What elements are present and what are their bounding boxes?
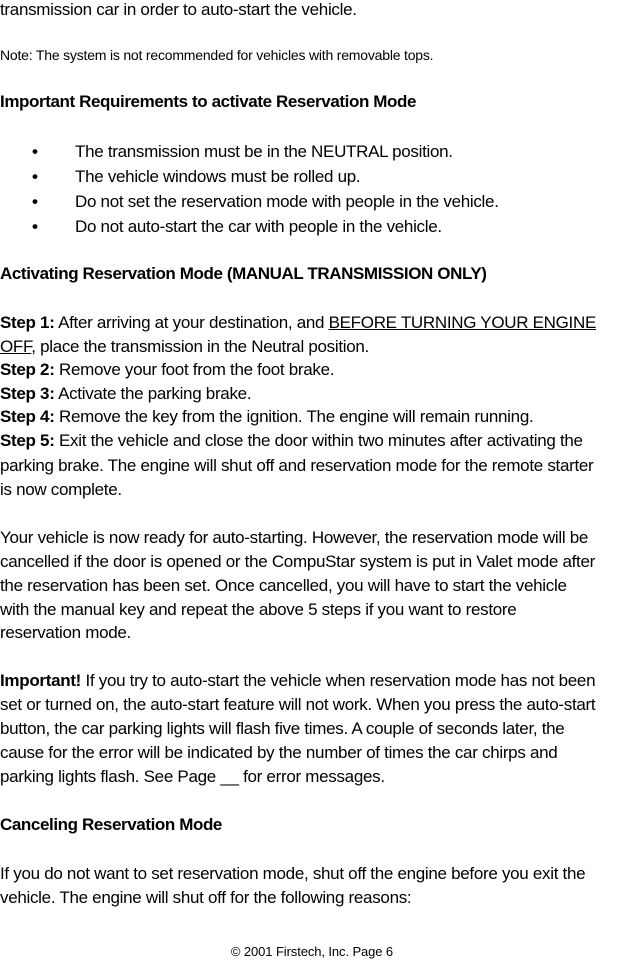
step-4-label: Step 4:: [0, 407, 55, 426]
canceling-heading: Canceling Reservation Mode: [0, 815, 222, 834]
step-1-emphasis: BEFORE TURNING YOUR ENGINE: [328, 313, 596, 332]
important-paragraph-line: parking lights flash. See Page __ for error messages.: [0, 767, 385, 786]
ready-paragraph-line: with the manual key and repeat the above 5 steps if you want to restore: [0, 600, 517, 619]
step-5-label: Step 5:: [0, 431, 55, 450]
step-1-text: After arriving at your destination, and: [54, 313, 329, 332]
requirement-text: The transmission must be in the NEUTRAL position.: [75, 142, 453, 161]
step-3-label: Step 3:: [0, 384, 55, 403]
bullet-icon: •: [32, 167, 38, 186]
step-5-text: Exit the vehicle and close the door within two minutes after activating the: [54, 431, 583, 450]
requirement-text: The vehicle windows must be rolled up.: [75, 167, 361, 186]
ready-paragraph-line: reservation mode.: [0, 623, 131, 642]
requirements-heading: Important Requirements to activate Reservation Mode: [0, 92, 417, 111]
step-5-line-end: is now complete.: [0, 480, 122, 499]
step-5-line-continued: parking brake. The engine will shut off and reservation mode for the remote starter: [0, 456, 594, 475]
step-5-line: [0, 430, 583, 452]
step-2-text: Remove your foot from the foot brake.: [54, 360, 335, 379]
page-footer: © 2001 Firstech, Inc. Page 6: [230, 944, 394, 959]
important-paragraph-line: button, the car parking lights will flash five times. A couple of seconds later, the: [0, 719, 565, 738]
bullet-icon: •: [32, 142, 38, 161]
step-2-label: Step 2:: [0, 360, 55, 379]
step-4-line: [0, 406, 533, 428]
step-3-text: Activate the parking brake.: [54, 384, 252, 403]
intro-line: transmission car in order to auto-start the vehicle.: [0, 0, 357, 19]
requirement-text: Do not set the reservation mode with people in the vehicle.: [75, 192, 499, 211]
important-paragraph-line: cause for the error will be indicated by the number of times the car chirps and: [0, 743, 558, 762]
activating-heading: Activating Reservation Mode (MANUAL TRANSMISSION ONLY): [0, 264, 487, 283]
important-text: If you try to auto-start the vehicle when reservation mode has not been: [81, 671, 596, 690]
step-1-emphasis-end: OFF: [0, 337, 32, 356]
important-label: Important!: [0, 671, 82, 690]
important-paragraph-line: [0, 670, 595, 692]
bullet-icon: •: [32, 217, 38, 236]
ready-paragraph-line: cancelled if the door is opened or the CompuStar system is put in Valet mode after: [0, 552, 595, 571]
bullet-icon: •: [32, 192, 38, 211]
ready-paragraph-line: the reservation has been set. Once cancelled, you will have to start the vehicle: [0, 576, 567, 595]
step-1-line: [0, 312, 596, 334]
step-2-line: [0, 359, 334, 381]
step-3-line: [0, 383, 251, 405]
step-4-text: Remove the key from the ignition. The engine will remain running.: [54, 407, 534, 426]
step-1-line-continued: [0, 336, 369, 358]
canceling-paragraph-line: vehicle. The engine will shut off for the following reasons:: [0, 888, 412, 907]
note-text: Note: The system is not recommended for vehicles with removable tops.: [0, 47, 434, 63]
ready-paragraph-line: Your vehicle is now ready for auto-starting. However, the reservation mode will be: [0, 528, 589, 547]
requirement-text: Do not auto-start the car with people in the vehicle.: [75, 217, 442, 236]
important-paragraph-line: set or turned on, the auto-start feature will not work. When you press the auto-start: [0, 695, 596, 714]
step-1-label: Step 1:: [0, 313, 55, 332]
canceling-paragraph-line: If you do not want to set reservation mode, shut off the engine before you exit the: [0, 864, 586, 883]
step-1-text-end: , place the transmission in the Neutral position.: [31, 337, 369, 356]
